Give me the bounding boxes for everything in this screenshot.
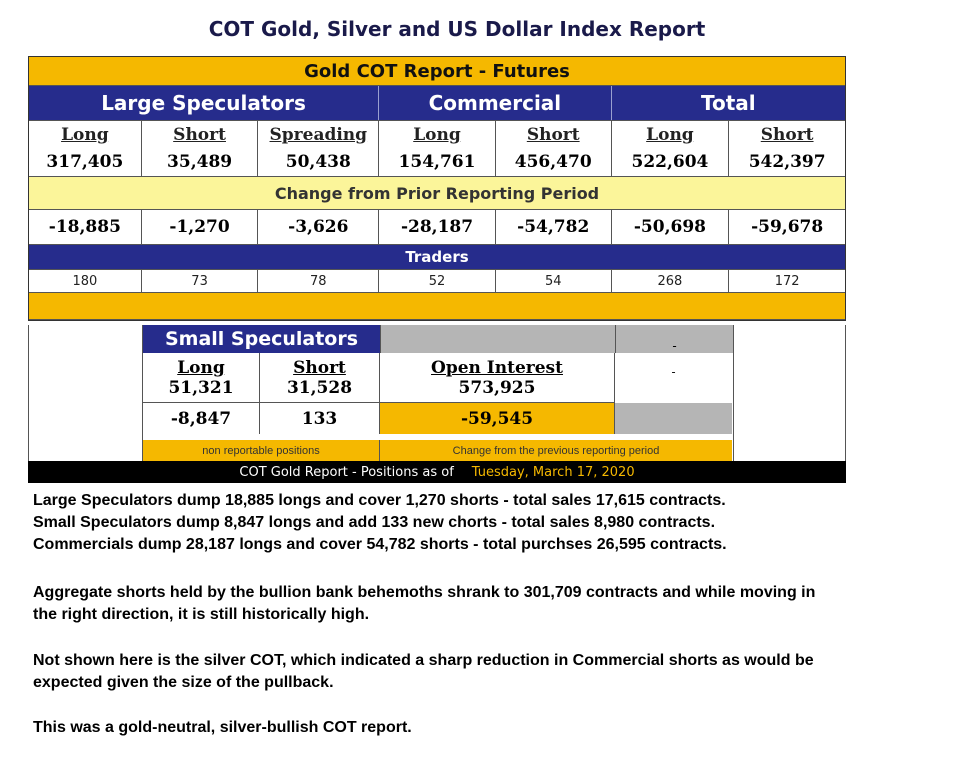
report-date-bar bbox=[28, 461, 846, 483]
pos-ls-long: 317,405 bbox=[29, 148, 142, 176]
pos-tot-short: 542,397 bbox=[748, 152, 826, 172]
oi-change: -59,545 bbox=[380, 403, 615, 434]
ss-short-value: 31,528 bbox=[286, 377, 353, 398]
ss-short-label: Short bbox=[293, 357, 346, 378]
commentary-para3-line1: Not shown here is the silver COT, which indicated a sharp reduction in Commercial shorts as would be bbox=[33, 652, 814, 669]
change-label: Change from Prior Reporting Period bbox=[274, 183, 600, 203]
traders-label-row bbox=[29, 245, 845, 270]
group-large-speculators: Large Speculators bbox=[29, 86, 379, 120]
commentary-summary bbox=[33, 490, 727, 556]
col-tot-short: Short bbox=[760, 124, 814, 145]
col-ls-long: Long bbox=[61, 124, 109, 145]
commentary-line-3: Commercials dump 28,187 longs and cover 54,782 shorts - total purchses 26,595 contracts. bbox=[33, 536, 727, 553]
dash-cell-bottom: - bbox=[671, 365, 676, 379]
trd-tot-short: 172 bbox=[774, 273, 800, 289]
commentary-silver bbox=[33, 650, 814, 694]
note-non-reportable: non reportable positions bbox=[143, 440, 380, 461]
footer-date: Tuesday, March 17, 2020 bbox=[471, 464, 635, 480]
chg-com-short: -54,782 bbox=[496, 210, 612, 244]
chg-tot-long: -50,698 bbox=[612, 210, 730, 244]
ss-short-block bbox=[260, 353, 380, 403]
trd-tot-long: 268 bbox=[612, 270, 730, 292]
col-tot-long: Long bbox=[646, 124, 694, 145]
chg-ls-short: -1,270 bbox=[142, 210, 259, 244]
group-commercial: Commercial bbox=[379, 86, 611, 120]
column-header-row bbox=[29, 121, 845, 148]
commentary-line-1: Large Speculators dump 18,885 longs and cover 1,270 shorts - total sales 17,615 contracts. bbox=[33, 492, 726, 509]
trd-com-long: 52 bbox=[379, 270, 496, 292]
col-ls-short: Short bbox=[173, 124, 226, 145]
commentary-para2-line2: the right direction, it is still historically high. bbox=[33, 606, 370, 623]
table-banner bbox=[29, 57, 845, 86]
oi-value: 573,925 bbox=[458, 377, 536, 398]
gray-change-cell bbox=[615, 403, 732, 434]
changes-row bbox=[29, 210, 845, 245]
pos-com-short: 456,470 bbox=[496, 148, 612, 176]
commentary-para2-line1: Aggregate shorts held by the bullion bank behemoths shrank to 301,709 contracts and while moving in bbox=[33, 584, 816, 601]
ss-long-value: 51,321 bbox=[168, 377, 234, 398]
ss-short-change: 133 bbox=[260, 403, 380, 434]
note-change-previous: Change from the previous reporting period bbox=[380, 440, 732, 461]
commentary-conclusion: This was a gold-neutral, silver-bullish COT report. bbox=[33, 719, 412, 736]
ss-long-label: Long bbox=[177, 357, 225, 378]
chg-ls-spreading: -3,626 bbox=[258, 210, 379, 244]
oi-label: Open Interest bbox=[431, 357, 563, 378]
col-com-short: Short bbox=[526, 124, 580, 145]
dash-cell-top: - bbox=[615, 325, 733, 353]
pos-ls-short: 35,489 bbox=[142, 148, 259, 176]
open-interest-block bbox=[380, 353, 615, 403]
traders-label: Traders bbox=[405, 248, 469, 266]
trd-ls-long: 180 bbox=[29, 270, 142, 292]
banner-text: Gold COT Report - Futures bbox=[304, 60, 570, 82]
chg-com-long: -28,187 bbox=[379, 210, 496, 244]
gold-cot-table bbox=[28, 56, 846, 321]
small-speculators-section bbox=[28, 325, 846, 461]
commentary-para3-line2: expected given the size of the pullback. bbox=[33, 674, 334, 691]
trd-ls-short: 73 bbox=[142, 270, 259, 292]
positions-row bbox=[29, 148, 845, 177]
small-speculators-title: Small Speculators bbox=[143, 325, 380, 353]
col-com-long: Long bbox=[413, 124, 461, 145]
change-label-row bbox=[29, 177, 845, 210]
chg-ls-long: -18,885 bbox=[29, 210, 142, 244]
pos-com-long: 154,761 bbox=[379, 148, 496, 176]
trd-com-short: 54 bbox=[496, 270, 612, 292]
chg-tot-short: -59,678 bbox=[751, 217, 824, 237]
ss-long-block bbox=[143, 353, 260, 403]
ss-long-change: -8,847 bbox=[143, 403, 260, 434]
traders-row bbox=[29, 270, 845, 293]
pos-tot-long: 522,604 bbox=[612, 148, 730, 176]
group-header-row bbox=[29, 86, 845, 121]
footer-label: COT Gold Report - Positions as of bbox=[239, 464, 454, 480]
page-title: COT Gold, Silver and US Dollar Index Report bbox=[208, 17, 706, 41]
commentary-line-2: Small Speculators dump 8,847 longs and add 133 new chorts - total sales 8,980 contracts. bbox=[33, 514, 716, 531]
col-ls-spreading: Spreading bbox=[269, 124, 368, 145]
gold-divider bbox=[29, 293, 845, 320]
trd-ls-spreading: 78 bbox=[258, 270, 379, 292]
group-total: Total bbox=[700, 91, 756, 115]
pos-ls-spreading: 50,438 bbox=[258, 148, 379, 176]
commentary-shorts bbox=[33, 582, 815, 626]
gray-header-cell bbox=[380, 325, 616, 353]
